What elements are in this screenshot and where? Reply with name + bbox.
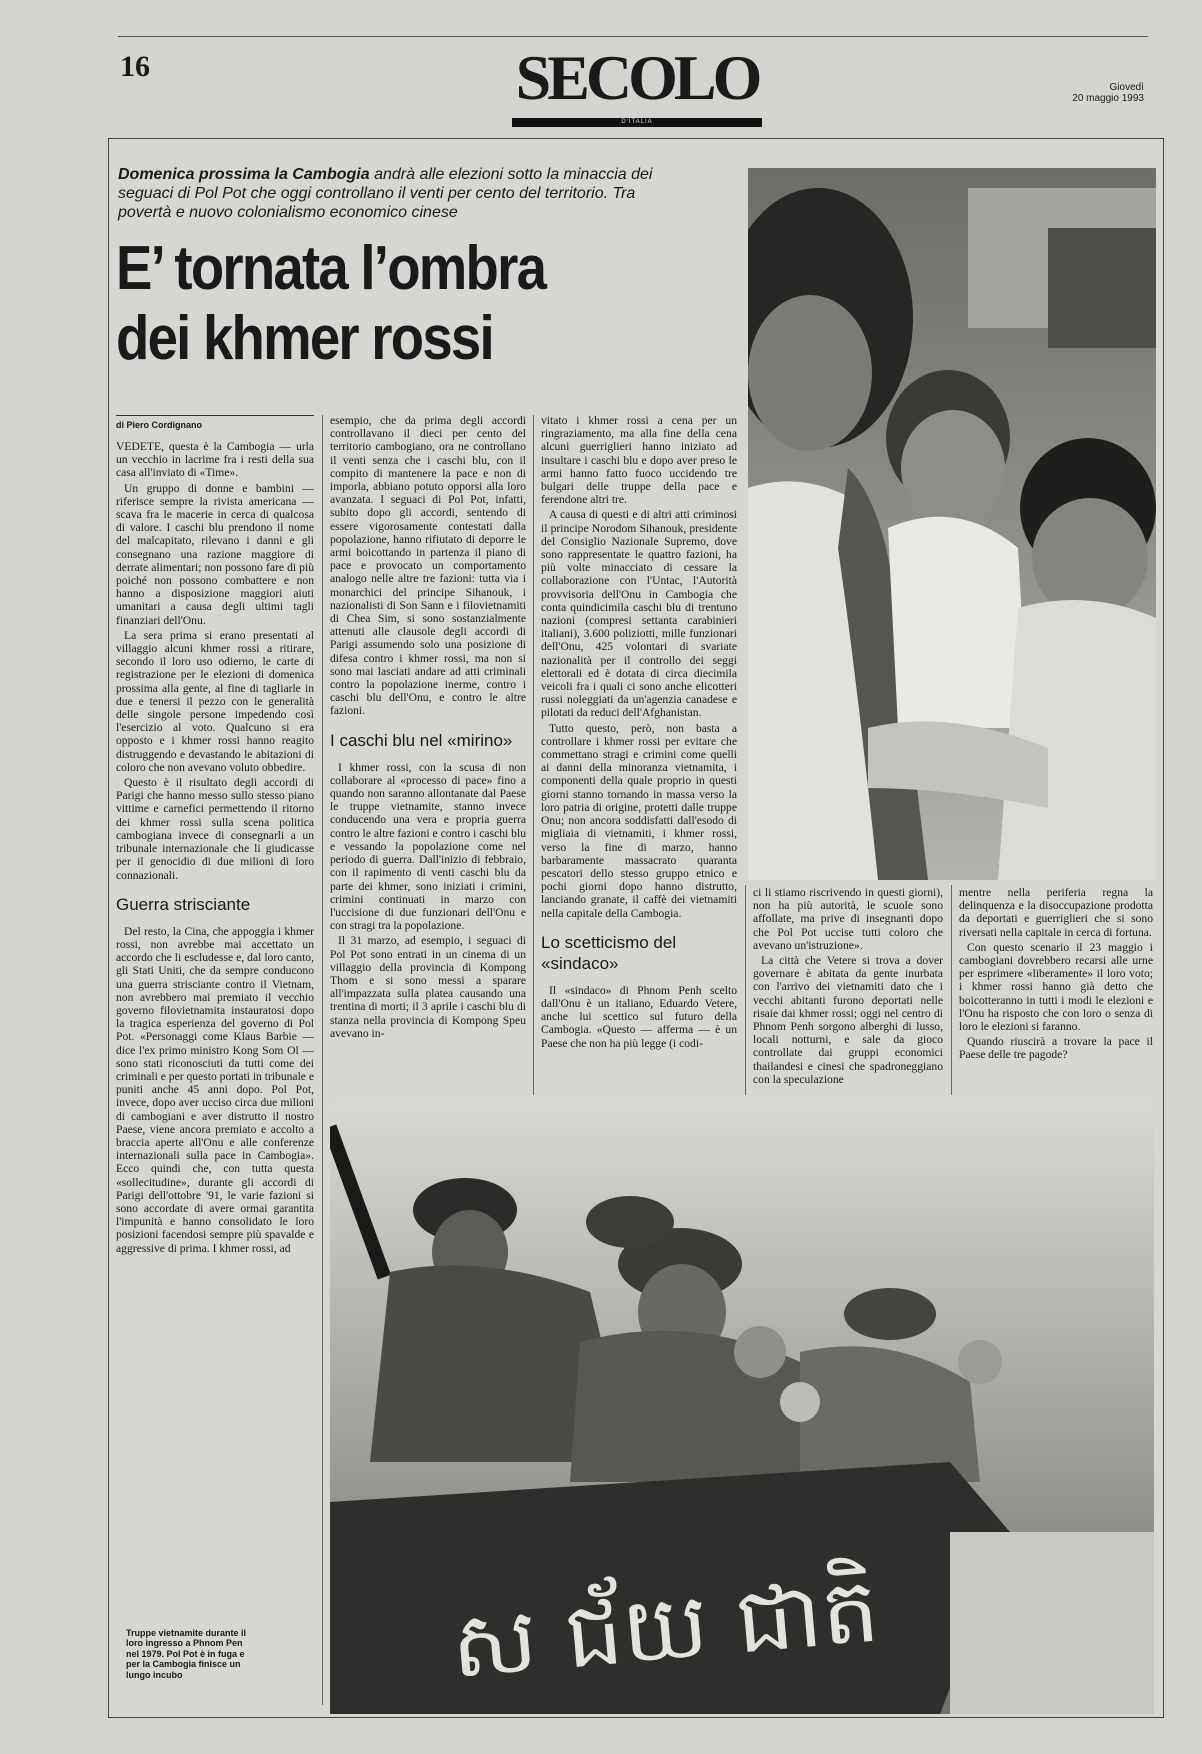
column-divider [745,885,746,1095]
subhead-scetticismo: Lo scetticismo del «sindaco» [541,932,677,973]
headline-line-1: E’ tornata l’ombra [116,234,546,303]
masthead-subtitle: D'ITALIA [621,119,653,125]
article-column-3 [541,414,737,1052]
masthead-title: SECOLO [515,42,759,113]
date-day: Giovedì [1109,82,1144,93]
article-column-2 [330,414,526,1042]
column-divider [322,415,323,1705]
col3-paragraph: A causa di questi e di altri atti criminosi il principe Norodom Sihanouk, presidente del Consiglio Nazionale Supremo, dove sono rappresentate le quattro fazioni, ha più volte minacciato di cessare la collaborazione con l'Untac, l'Autorità provvisoria dell'Onu in Cambogia che conta quindicimila caschi blu di trentuno nazioni (compresi settanta carabinieri italiani), 3.600 poliziotti, mille funzionari dell'Onu, 425 volontari di svariate nazionalità per il controllo dei seggi elettorali ed è dotata di circa diecimila veicoli fra i quali ci sono anche elicotteri russi noleggiati da un'agenzia canadese e pilotati da reduci dell'Afghanistan. [541,508,737,720]
subhead-guerra-strisciante: Guerra strisciante [116,894,251,914]
col5-paragraph: Con questo scenario il 23 maggio i cambogiani dovrebbero recarsi alle urne per esprimere «liberamente» il loro voto; i khmer rossi hanno già detto che boicotteranno in tutti i modi le elezioni e l'Onu ha risposto che con loro o senza di loro le elezioni si faranno. [959,940,1153,1034]
col1-paragraph: Un gruppo di donne e bambini — riferisce sempre la rivista americana — scava fra le macerie in cerca di qualcosa di valore. I caschi blu prendono il nome del malcapitato, rilevano i danni e gli consegnano una razione maggiore di derrate alimentari; non possono fare di più poiché non possono combattere e non hanno a disposizione maggiori aiuti umanitari a causa degli ultimi tagli finanziari dell'Onu. [116,481,314,627]
column-divider [951,885,952,1095]
col3-paragraph: vitato i khmer rossi a cena per un ringraziamento, ma alla fine della cena alcuni guerriglieri hanno iniziato ad insultare i caschi blu e dopo aver preso le armi hanno fatto fuoco uccidendo tre bulgari delle truppe della pace e ferendone altri tre. [541,414,737,507]
photo-woman-children [748,168,1156,880]
col3-paragraph: Tutto questo, però, non basta a controllare i khmer rossi per evitare che commettano stragi e crimini come quelli ai danni della minoranza vietnamita, i componenti della quale proprio in questi giorni stanno tornando in massa verso la loro patria di origine, protetti dalle truppe Onu; non ancora soddisfatti dall'esodo di migliaia di vietnamiti, i khmer rossi, verso la fine di marzo, hanno barbaramente massacrato quaranta pescatori dello stesso gruppo etnico e pochi giorni dopo hanno distrutto, lanciando granate, il caffè dei vietnamiti nella capitale della Cambogia. [541,721,737,920]
article-column-1 [116,440,314,1257]
page-number: 16 [120,50,150,83]
photo-caption: Truppe vietnamite durante il loro ingresso a Phnom Pen nel 1979. Pol Pot è in fuga e per la Cambogia finisce un lungo incubo [126,1628,247,1680]
col1-paragraph: Del resto, la Cina, che appoggia i khmer rossi, non avrebbe mai accettato un accordo che li escludesse e, dal loro canto, gli Stati Uniti, che da sempre conducono una guerra strisciante contro il Vietnam, non avrebbero mai premiato il vecchio governo filovietnamita instauratosi dopo la tragica esperienza del governo di Pol Pot. «Personaggi come Klaus Barbie — dice l'ex primo ministro Kong Som Ol — sono stati riconosciuti da tutti come dei criminali e per questo portati in tribunale e puniti anche 45 anni dopo. Pol Pot, invece, dopo aver ucciso circa due milioni di cambogiani e aver distrutto il nostro Paese, viene ancora premiato e accolto a braccia aperte all'Onu e alle conferenze internazionali sulla pace in Cambogia». Ecco quindi che, con tutta questa «sollecitudine», durante gli accordi di Parigi dell'ottobre '91, le varie fazioni si sono accordate di avere ormai garantita l'impunità e hanno consolidato le loro posizioni facendosi sempre più spavalde e aggressive di prima. I khmer rossi, ad [116,924,314,1255]
dateline [1040,82,1144,104]
byline-rule [116,415,314,416]
col5-paragraph: mentre nella periferia regna la delinquenza e la disoccupazione prodotta da deportati e guerriglieri che si sono riversati nella capitale in cerca di fortuna. [959,886,1153,939]
byline: di Piero Cordignano [116,420,203,430]
top-rule [118,36,1148,37]
column-divider [533,415,534,1095]
kicker-text: andrà alle elezioni sotto la minaccia dei seguaci di Pol Pot che oggi controllano il venti per cento del territorio. Tra povertà e nuovo colonialismo economico cinese [118,166,653,221]
article-kicker [118,165,688,222]
col4-paragraph: La città che Vetere si trova a dover governare è abitata da gente inurbata con l'arrivo dei vietnamiti dato che i vecchi abitanti furono deportati nelle risaie dai khmer rossi; oggi nel centro di Phnom Penh sorgono alberghi di lusso, locali notturni, e sale da gioco controllate dai gruppi economici thailandesi e cinesi che spadroneggiano con la speculazione [753,954,943,1086]
col4-paragraph: ci li stiamo riscrivendo in questi giorni), non ha più autorità, le scuole sono affollate, ma prive di insegnanti dopo che Pol Pot uccise tutti coloro che avevano un'istruzione». [753,886,943,952]
col5-paragraph: Quando riuscirà a trovare la pace il Paese delle tre pagode? [959,1035,1153,1062]
subhead-caschi-blu: I caschi blu nel «mirino» [330,730,513,750]
col3-paragraph: Il «sindaco» di Phnom Penh scelto dall'Onu è un italiano, Eduardo Vetere, anche lui scettico sul futuro della Cambogia. «Questo — afferma — è un Paese che non ha più legge (i codi- [541,983,737,1050]
col2-paragraph: I khmer rossi, con la scusa di non collaborare al «processo di pace» fino a quando non saranno allontanate dal Paese le truppe vietnamite, stanno invece conducendo una vera e propria guerra contro le altre fazioni e contro i caschi blu e vessando la popolazione come nel periodo di guerra. Dall'inizio di febbraio, con il rapimento di venti caschi blu da parte dei khmer, sono iniziati i crimini, crimini continuati in marzo con l'uccisione di due funzionari dell'Onu e con stragi tra la popolazione. [330,760,526,933]
article-column-5 [959,886,1153,1064]
banner-text: ស ជ័យ ជាតិ [446,1557,884,1700]
col1-paragraph: VEDETE, questa è la Cambogia — urla un vecchio in lacrime fra i resti della sua casa all'inviato di «Time». [116,440,314,480]
kicker-bold: Domenica prossima la Cambogia [118,166,370,183]
col1-paragraph: Questo è il risultato degli accordi di Parigi che hanno messo sullo stesso piano vittime e carnefici permettendo il ritorno dei khmer rossi sulla scena politica cambogiana invece di consegnarli a un tribunale internazionale che li giudicasse per il genocidio di due milioni di loro connazionali. [116,776,314,882]
col2-paragraph: Il 31 marzo, ad esempio, i seguaci di Pol Pot sono entrati in un cinema di un villaggio della provincia di Kompong Thom e si sono messi a sparare all'impazzata sulla platea causando una trentina di morti; il 3 aprile i caschi blu di stanza nella provincia di Kompong Speu avevano in- [330,934,526,1040]
article-column-4 [753,886,943,1088]
date-text: 20 maggio 1993 [1072,93,1144,104]
col1-paragraph: La sera prima si erano presentati al villaggio alcuni khmer rossi a ritirare, secondo il loro uso odierno, le carte di registrazione per le elezioni di domenica prossima alla gente, al fine di tagliarle in due e tenersi il pezzo con le generalità delle singole persone impedendo così l'esercizio al voto. Qualcuno si era opposto e i khmer rossi hanno reagito distruggendo e devastando le abitazioni di coloro che non avevano voluto obbedire. [116,628,314,774]
photo-vietnamese-troops [330,1102,1154,1714]
headline-line-2: dei khmer rossi [116,304,493,373]
article-headline [116,234,644,374]
col2-paragraph: esempio, che da prima degli accordi controllavano il dieci per cento del territorio cambogiano, ora ne controllano il venti senza che i caschi blu, con il compito di mantenere la pace e non di imporla, abbiano potuto opporsi alla loro avanzata. I seguaci di Pol Pot, infatti, subito dopo gli accordi, sentendo di essere vigorosamente contestati dalla popolazione, hanno rifiutato di deporre le armi boicottando in partenza il piano di pace e provocato un comportamento analogo nelle altre tre fazioni: tutta via i monarchici del principe Sihanouk, i nazionalisti di Son Sann e i filovietnamiti di Chea Sim, si sono sostanzialmente attenuti alle clausole degli accordi di Parigi assumendo solo una posizione di difesa contro i khmer rossi, ma non si sono mai lasciati andare ad atti criminali contro la popolazione inerme, contro i caschi blu dell'Onu, e contro le altre fazioni. [330,414,526,718]
